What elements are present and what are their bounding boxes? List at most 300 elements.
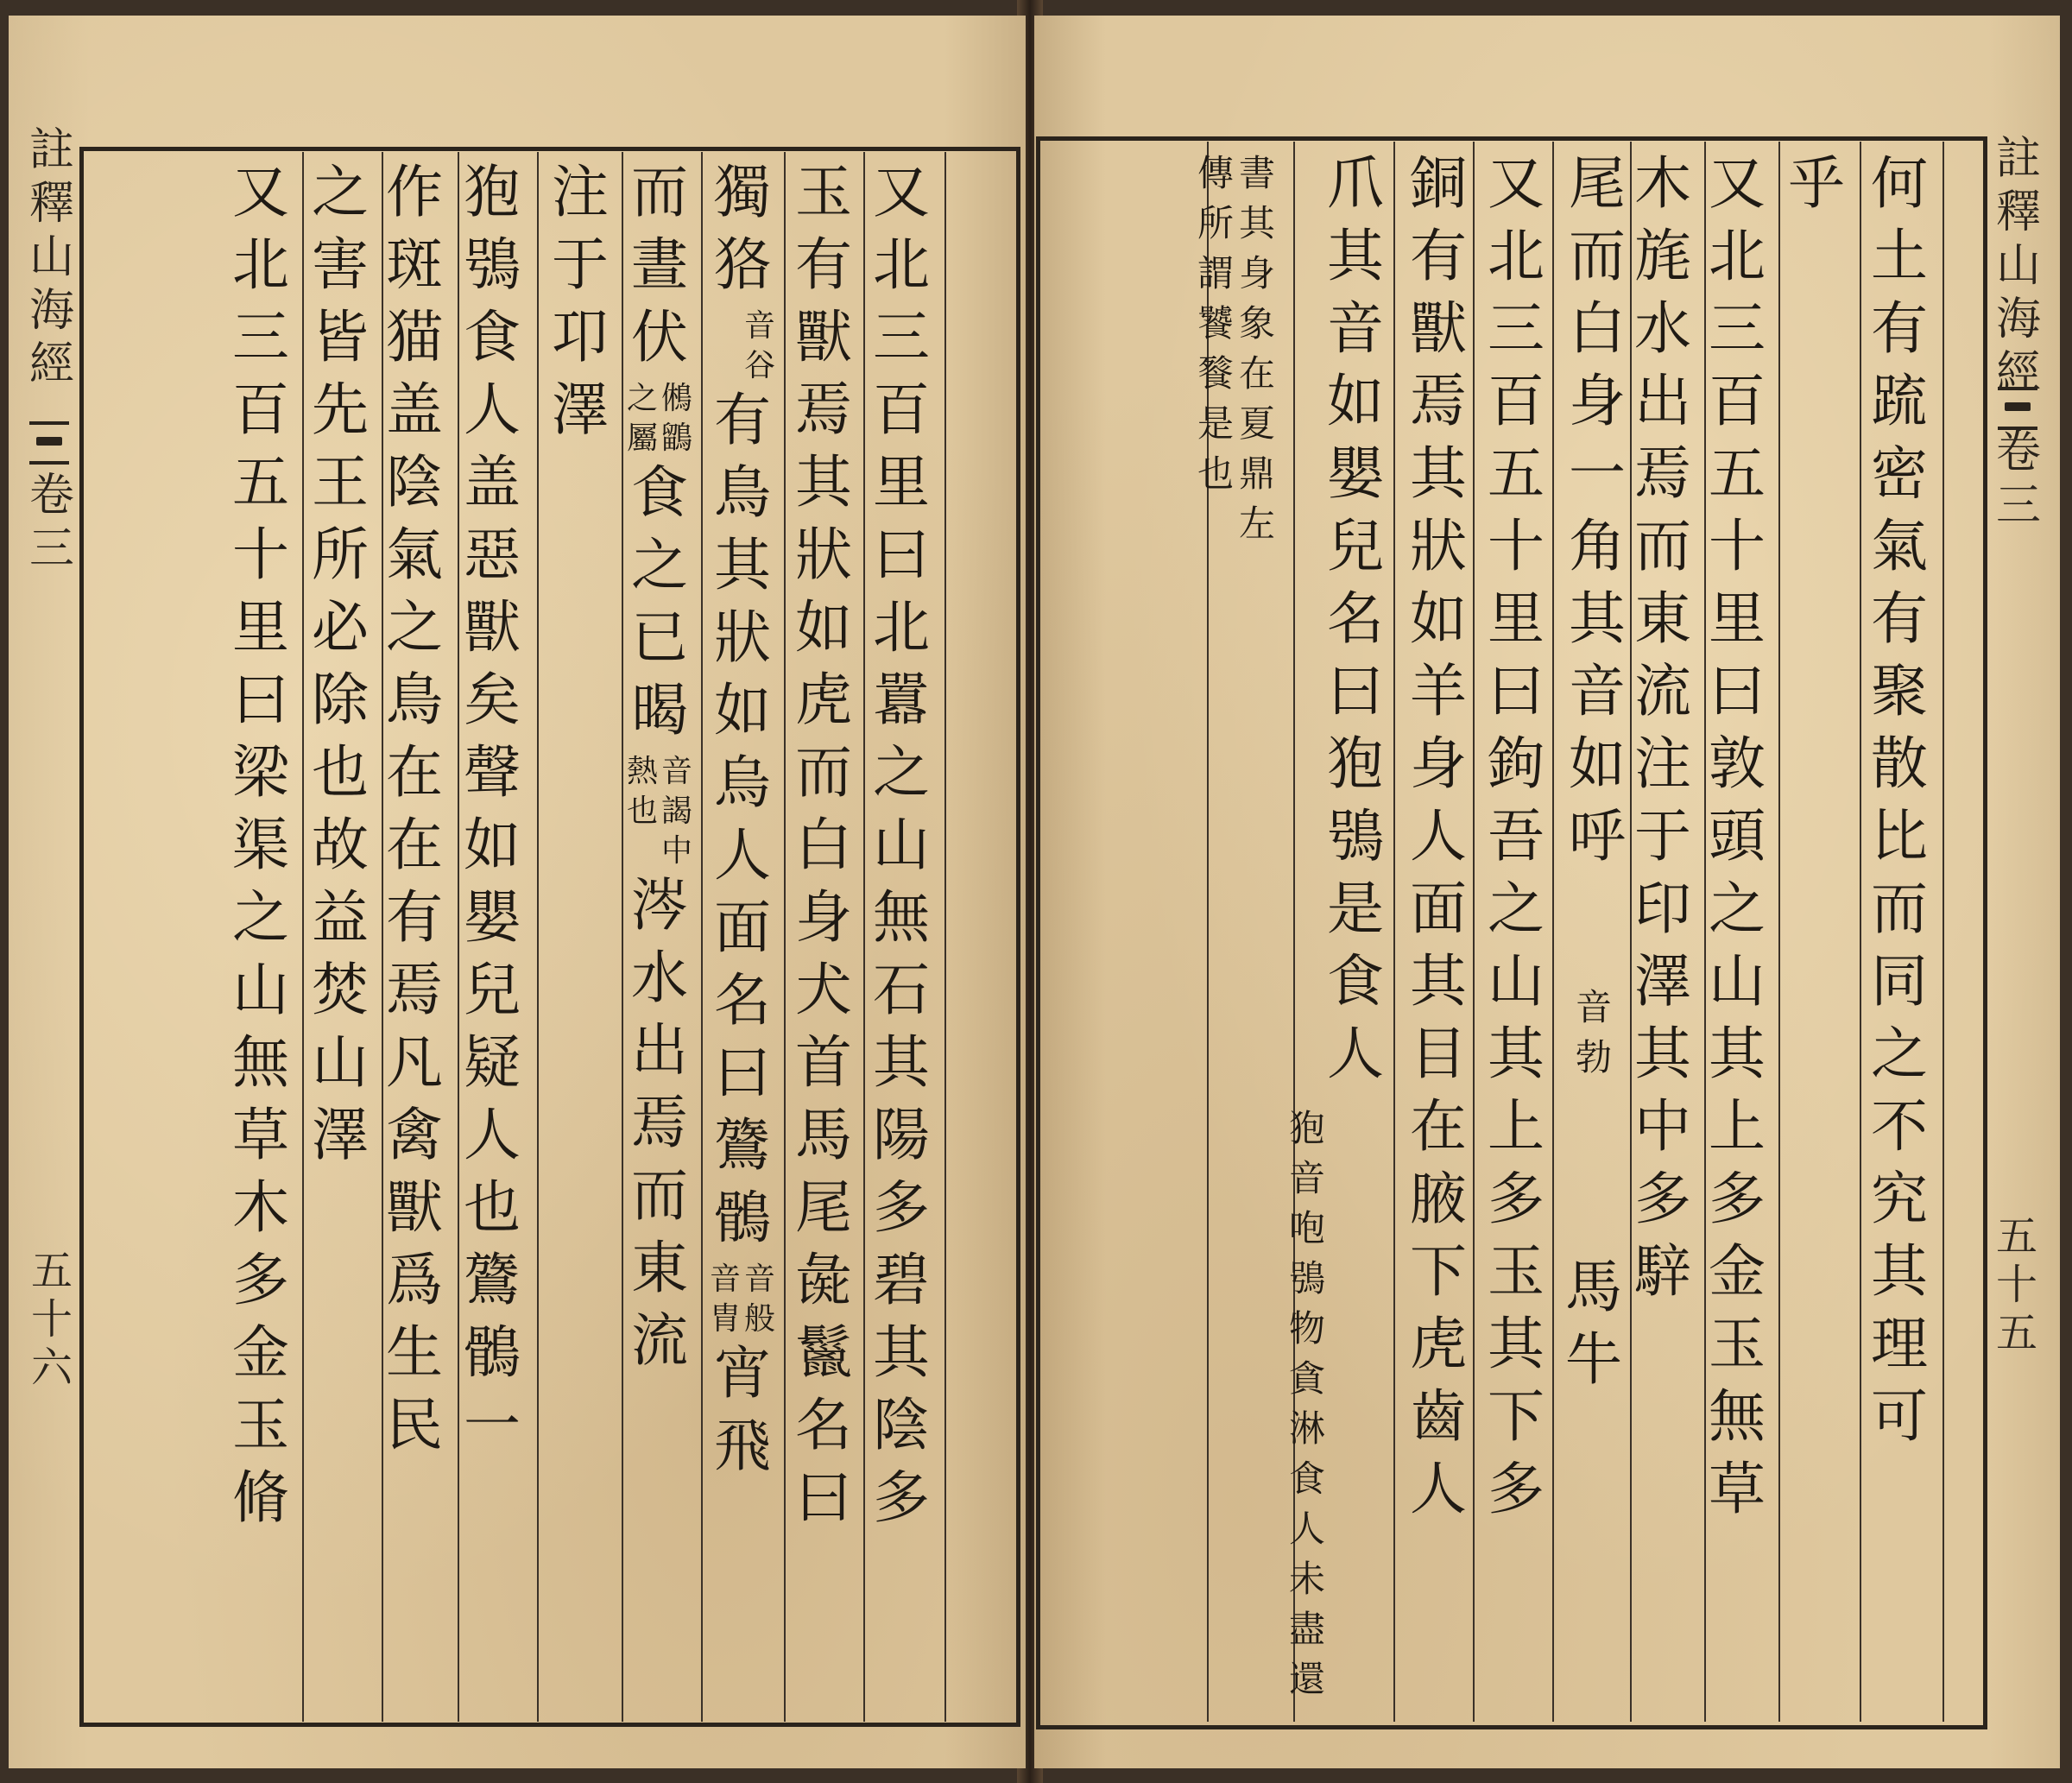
right-page-commentary-char: 身 [1238,252,1275,294]
left-page-text-char: 多 [232,1247,289,1313]
right-page-commentary-char: 還 [1288,1658,1325,1700]
left-page-text-char: 也 [464,1174,521,1241]
right-page-commentary-char: 食 [1288,1457,1325,1500]
left-page-mixed-column [708,159,777,1490]
right-page-text-column [1321,150,1390,1098]
left-page-text-char: 嬰 [464,884,521,951]
right-page-commentary-char: 也 [1197,452,1234,495]
left-page-text-char: 又 [873,159,930,225]
right-page-text-char: 馬 [1565,1254,1622,1320]
left-page-text-char: 鳥 [386,667,443,733]
left-page-text-char: 獸 [464,594,521,661]
left-page-text-char: 彘 [795,1247,852,1313]
left-page-text-char: 之 [312,159,369,225]
left-page-text-char: 其 [873,1319,930,1386]
right-page-text-char: 兒 [1327,513,1384,579]
left-page-text-char: 焉 [631,1090,688,1156]
left-page-text-char: 食 [631,459,688,526]
right-page-text-char: 多 [1634,1166,1691,1232]
right-page-folio-char: 五 [1995,1309,2037,1357]
left-page-inline-note-line [625,756,660,876]
right-page-text-char: 百 [1709,368,1766,434]
left-page-text-char: 之 [631,532,688,598]
right-page-text-char: 注 [1634,730,1691,797]
left-page-folio-char: 十 [30,1295,73,1344]
left-page-text-char: 疑 [464,1029,521,1096]
right-page-text-char: 散 [1871,730,1928,797]
right-page-text-char: 多 [1488,1456,1545,1522]
right-page-text-char: 腋 [1410,1166,1467,1232]
left-page-column-rule [701,152,703,1722]
right-page-text-char: 是 [1327,876,1384,942]
right-page-text-char: 理 [1871,1311,1928,1377]
left-page-text-char: 而 [795,739,852,806]
left-page-text-char: 渠 [232,812,289,878]
right-page-text-char: 北 [1709,223,1766,289]
right-page-commentary-char: 未 [1288,1558,1325,1600]
right-page-header-char: 經 [1995,347,2041,399]
left-page-text-segment [708,387,777,1262]
right-page-text-char: 草 [1709,1456,1766,1522]
left-page-text-char: 水 [631,945,688,1011]
left-page-inline-note-line [660,756,694,876]
left-page-text-char: 在 [386,812,443,878]
left-page-header-char: 海 [28,285,74,337]
left-page-mixed-column [625,159,694,1385]
left-page-text-char: 馬 [795,1102,852,1168]
right-page-text-char: 上 [1709,1093,1766,1160]
right-page-text-char: 北 [1488,223,1545,289]
left-page-text-char: 人 [464,1102,521,1168]
right-page-commentary-column [1574,986,1614,1090]
left-page-text-char: 梁 [232,739,289,806]
right-page-text-char: 䟽 [1871,368,1928,434]
right-page-text-char: 有 [1871,295,1928,362]
right-page-commentary-char: 謂 [1197,252,1234,294]
left-page-text-char: 身 [795,884,852,951]
left-page-text-char: 里 [873,449,930,515]
right-page-text-char: 旄 [1634,223,1691,289]
right-page-commentary-char: 咆 [1288,1207,1325,1249]
right-page-commentary-char: 書 [1238,152,1275,194]
right-page-volume-char: 三 [1995,480,2041,532]
left-page-volume-char: 卷 [28,470,74,522]
left-page-text-char: 其 [795,449,852,515]
left-page-note-char: 音 [709,1261,741,1297]
right-page-text-char: 身 [1410,730,1467,797]
left-page-note-char: 音 [743,1261,775,1297]
right-page-text-char: 其 [1410,948,1467,1015]
right-page-header-char: 海 [1995,294,2041,345]
left-page-column-rule [537,152,539,1722]
left-page-text-char: 狢 [714,231,771,298]
left-page-text-char: 益 [312,884,369,951]
left-page-text-char: 囂 [873,667,930,733]
left-page-text-char: 食 [464,304,521,370]
right-page-folio-char: 五 [1995,1212,2037,1261]
right-page-commentary-char: 物 [1288,1307,1325,1350]
right-page-text-char: 人 [1410,1456,1467,1522]
left-page-text-char: 皆 [312,304,369,370]
left-page-text-char: 晝 [631,231,688,298]
left-page-text-char: 白 [795,812,852,878]
left-page-note-char: 谷 [743,348,775,383]
right-page-text-char: 呼 [1569,803,1626,869]
left-page-text-char: 宵 [714,1340,771,1407]
right-page-column-rule [1778,142,1780,1722]
left-page-text-char: 猫 [386,304,443,370]
right-page-text-char: 氣 [1871,513,1928,579]
right-page-text-char: 角 [1569,513,1626,579]
right-page-text-char: 十 [1709,513,1766,579]
right-page-text-char: 玉 [1488,1238,1545,1305]
right-page-text-char: 玉 [1709,1311,1766,1377]
left-page-text-column [867,159,936,1542]
left-page-text-char: 先 [312,376,369,443]
left-folio-number [29,1247,74,1395]
right-page-text-column [1559,1254,1628,1404]
right-page-text-char: 獸 [1410,295,1467,362]
right-page-text-char: 土 [1871,223,1928,289]
left-page-text-char: 鶻 [714,1185,771,1251]
right-page-text-char: 五 [1709,440,1766,507]
left-page-text-char: 焉 [795,376,852,443]
right-page-text-char: 頭 [1709,803,1766,869]
left-page-text-char: 而 [631,159,688,225]
left-page-inline-note [708,1261,777,1344]
right-page-commentary-char: 是 [1197,402,1234,445]
right-page-text-char: 其 [1709,1021,1766,1087]
left-page-text-char: 首 [795,1029,852,1096]
left-page-column-rule [944,152,946,1722]
left-page-text-char: 狀 [714,604,771,671]
right-page-text-column [1481,150,1551,1533]
right-header-volume [1994,427,2043,537]
right-page-text-char: 人 [1410,803,1467,869]
left-page-text-char: 也 [312,739,369,806]
left-page-text-char: 飛 [714,1413,771,1479]
left-page-text-char: 三 [232,304,289,370]
right-page-text-char: 狀 [1410,513,1467,579]
right-page-commentary-char: 饕 [1197,302,1234,345]
left-page-column-rule [784,152,786,1722]
right-page-text-char: 白 [1569,295,1626,362]
right-page-text-char: 同 [1871,948,1928,1015]
right-page-text-char: 而 [1569,223,1626,289]
left-page-text-char: 烏 [714,749,771,816]
right-page-text-char: 于 [1634,803,1691,869]
left-page-text-char: 鷟 [714,1112,771,1179]
right-page-text-char: 下 [1410,1238,1467,1305]
left-page-text-char: 名 [714,967,771,1034]
right-page-text-char: 聚 [1871,658,1928,724]
left-page-text-char: 百 [232,376,289,443]
left-page-text-char: 已 [631,604,688,671]
left-page-text-char: 聲 [464,739,521,806]
right-page-text-column [1563,150,1632,881]
right-page-text-char: 出 [1634,368,1691,434]
left-page-text-char: 曰 [873,522,930,588]
right-page-text-char: 其 [1569,585,1626,652]
left-page-text-char: 伏 [631,304,688,370]
left-page-text-column [458,159,527,1470]
right-page-commentary-char: 淋 [1288,1407,1325,1450]
right-page-text-char: 銅 [1410,150,1467,217]
right-page-text-char: 名 [1327,585,1384,652]
left-page-text-char: 王 [312,449,369,515]
right-page-text-char: 有 [1410,223,1467,289]
right-page-column-rule [1473,142,1475,1722]
left-page-text-char: 三 [873,304,930,370]
right-page-text-char: 虎 [1410,1311,1467,1377]
left-page-text-char: 曰 [232,667,289,733]
left-page-text-char: 五 [232,449,289,515]
right-page-text-char: 其 [1488,1021,1545,1087]
left-page-text-char: 凡 [386,1029,443,1096]
left-page-text-char: 鴞 [464,231,521,298]
right-page-commentary-char: 左 [1238,503,1275,545]
left-page-text-char: 無 [873,884,930,951]
left-page-text-char: 陰 [386,449,443,515]
left-page-text-char: 其 [714,532,771,598]
right-page-commentary-char: 象 [1238,302,1275,345]
right-page-text-char: 人 [1327,1021,1384,1087]
left-page-text-char: 石 [873,957,930,1023]
left-page-text-segment [625,159,694,382]
left-page-text-char: 草 [232,1102,289,1168]
right-page-text-char: 牛 [1565,1326,1622,1393]
left-page-text-char: 北 [232,231,289,298]
right-page-text-char: 山 [1709,948,1766,1015]
left-page-text-char: 又 [232,159,289,225]
right-page-folio-char: 十 [1995,1261,2037,1309]
right-page-text-char: 而 [1871,876,1928,942]
right-page-text-char: 其 [1410,440,1467,507]
left-page-text-segment [708,1340,777,1490]
left-page-text-char: 澤 [552,376,609,443]
right-page-commentary-char: 其 [1238,202,1275,244]
left-page-text-char: 碧 [873,1247,930,1313]
right-page-commentary-char: 鴞 [1288,1257,1325,1299]
left-page-text-char: 其 [873,1029,930,1096]
left-page-text-segment [708,159,777,309]
right-page-text-char: 山 [1488,948,1545,1015]
left-page-text-char: 卭 [552,304,609,370]
left-page-text-char: 生 [386,1319,443,1386]
left-page-text-char: 鷟 [464,1247,521,1313]
right-page-text-char: 里 [1709,585,1766,652]
left-page-inline-note [708,308,777,390]
right-page-text-char: 其 [1327,223,1384,289]
left-page-text-char: 之 [873,739,930,806]
left-page-text-char: 虎 [795,667,852,733]
left-page-text-char: 而 [631,1162,688,1229]
left-page-text-char: 涔 [631,872,688,939]
right-page-text-char: 又 [1709,150,1766,217]
left-page-inline-note-line [708,311,742,390]
left-page-text-char: 多 [873,1464,930,1531]
right-page-commentary-column [1237,152,1277,556]
right-page-text-column [1628,150,1697,1316]
right-page-commentary-char: 盡 [1288,1608,1325,1650]
right-page-text-char: 身 [1569,368,1626,434]
right-page-text-char: 面 [1410,876,1467,942]
left-page-note-char: 熱 [626,754,658,789]
right-page-text-char: 比 [1871,803,1928,869]
left-page-note-char: 音 [743,308,775,344]
left-page-note-char: 之 [626,381,658,416]
left-page-volume-char: 三 [28,523,74,575]
right-page-text-char: 焉 [1410,368,1467,434]
right-page-commentary-char: 音 [1575,986,1612,1028]
right-page-commentary-char: 狍 [1288,1107,1325,1149]
left-page-text-char: 曰 [714,1040,771,1106]
left-page-text-char: 除 [312,667,369,733]
left-page-text-char: 北 [873,594,930,661]
left-page-text-char: 如 [714,677,771,743]
left-page-text-char: 曰 [795,1464,852,1531]
left-page-text-char: 木 [232,1174,289,1241]
left-page-text-char: 獸 [386,1174,443,1241]
left-page-note-char: 謁 [660,793,692,829]
left-page-text-column [380,159,449,1470]
left-page-text-column [306,159,375,1179]
right-page-column-rule [1942,142,1944,1722]
left-page-text-char: 狀 [795,522,852,588]
left-page-header-char: 釋 [28,178,74,230]
left-page-text-char: 出 [631,1017,688,1084]
right-page-volume-char: 卷 [1995,427,2041,478]
right-page-header-char: 註 [1995,133,2041,185]
left-page-text-char: 注 [552,159,609,225]
right-page-text-char: 嬰 [1327,440,1384,507]
right-page-text-char: 在 [1410,1093,1467,1160]
right-page-text-char: 食 [1327,948,1384,1015]
right-page-text-char: 下 [1488,1383,1545,1450]
left-page-note-char: 胄 [709,1301,741,1337]
left-page-text-char: 焉 [386,957,443,1023]
right-page-text-char: 吾 [1488,803,1545,869]
left-page-text-char: 故 [312,812,369,878]
right-page-commentary-char: 夏 [1238,402,1275,445]
left-page-text-char: 民 [386,1392,443,1458]
right-page-column-rule [1860,142,1861,1722]
left-page-text-char: 作 [386,159,443,225]
right-page-text-char: 鴞 [1327,803,1384,869]
right-page-text-char: 多 [1709,1166,1766,1232]
right-page-commentary-column [1287,1107,1327,1711]
left-page-text-char: 鳥 [714,459,771,526]
right-page-text-char: 三 [1709,295,1766,362]
left-page-inline-note-line [742,308,777,390]
right-page-text-char: 有 [1871,585,1928,652]
left-page-text-char: 害 [312,231,369,298]
right-page-text-char: 鉤 [1488,730,1545,797]
right-page-text-char: 之 [1488,876,1545,942]
right-page-text-char: 狍 [1327,730,1384,797]
left-page-folio-char: 六 [30,1344,73,1392]
left-page-text-char: 山 [232,957,289,1023]
left-page-text-char: 禽 [386,1102,443,1168]
left-page-text-char: 無 [232,1029,289,1096]
right-page-text-char: 音 [1327,295,1384,362]
right-page-text-char: 如 [1410,585,1467,652]
left-page-inline-note-line [660,383,694,463]
right-page-text-char: 之 [1709,876,1766,942]
left-page-text-char: 十 [232,522,289,588]
left-page-note-char: 中 [660,833,692,869]
left-page-note-char: 鵂 [660,381,692,416]
left-page-text-char: 金 [232,1319,289,1386]
right-page-commentary-char: 貪 [1288,1357,1325,1400]
left-page-folio-char: 五 [30,1247,73,1295]
left-page-text-char: 鶻 [464,1319,521,1386]
right-page-text-char: 而 [1634,513,1691,579]
left-page-text-char: 狍 [464,159,521,225]
left-page-text-char: 陰 [873,1392,930,1458]
left-page-note-char: 鶹 [660,420,692,456]
right-folio-number [1994,1212,2039,1361]
right-page-text-column [1782,150,1851,228]
right-page-text-char: 百 [1488,368,1545,434]
left-page-text-char: 如 [795,594,852,661]
right-page-text-char: 無 [1709,1383,1766,1450]
left-page-text-char: 斑 [386,231,443,298]
left-page-text-char: 于 [552,231,609,298]
right-page-text-char: 何 [1871,150,1928,217]
left-page-note-char: 屬 [626,420,658,456]
left-page-text-segment [625,872,694,1385]
right-page-commentary-column [1196,152,1235,506]
left-page-text-char: 鬣 [795,1319,852,1386]
right-page-commentary-char: 鼎 [1238,452,1275,495]
right-page-text-char: 木 [1634,150,1691,217]
right-page-text-char: 曰 [1327,658,1384,724]
left-page-inline-note-line [742,1261,777,1344]
right-page-column-rule [1552,142,1554,1722]
left-page-inline-note-line [625,383,660,463]
left-page-header-char: 經 [28,338,74,390]
left-page-text-char: 獸 [795,304,852,370]
right-page-text-char: 十 [1488,513,1545,579]
left-page-text-char: 氣 [386,522,443,588]
left-page-text-char: 尾 [795,1174,852,1241]
left-page-text-char: 矣 [464,667,521,733]
right-page-text-char: 其 [1871,1238,1928,1305]
left-page-text-char: 流 [631,1307,688,1374]
left-page-text-char: 兒 [464,957,521,1023]
left-page-text-column [546,159,615,454]
right-page-commentary-char: 在 [1238,352,1275,395]
right-page [1034,16,2060,1768]
right-page-text-char: 里 [1488,585,1545,652]
right-page-text-column [1865,150,1934,1461]
right-header-title [1994,133,2043,404]
left-page-note-char: 音 [660,754,692,789]
right-page-text-char: 不 [1871,1093,1928,1160]
left-header-title [28,124,76,395]
right-page-text-char: 曰 [1488,658,1545,724]
left-page-text-char: 澤 [312,1102,369,1168]
right-page-commentary-char: 所 [1197,202,1234,244]
left-page-inline-note-line [708,1261,742,1344]
right-fish-tail-mark [1998,387,2037,430]
right-page-text-char: 曰 [1709,658,1766,724]
left-page-text-char: 山 [312,1029,369,1096]
right-page-text-char: 齒 [1410,1383,1467,1450]
left-page-text-char: 百 [873,376,930,443]
right-page-text-char: 如 [1569,730,1626,797]
